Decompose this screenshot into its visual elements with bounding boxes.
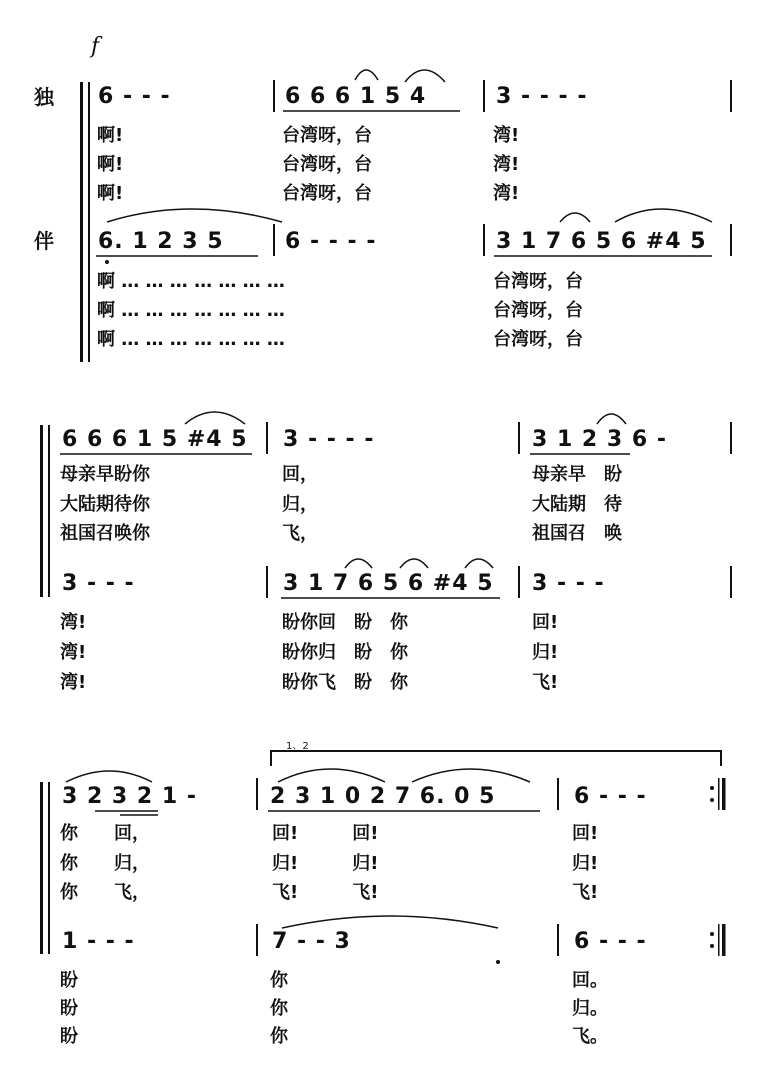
lyric: 盼你飞 盼 你 xyxy=(282,672,408,693)
lyric: 盼你回 盼 你 xyxy=(282,612,408,633)
lyric: 啊! xyxy=(97,183,124,204)
lyric: 盼 xyxy=(60,998,78,1019)
lyric: 回， xyxy=(282,464,318,485)
accomp-measure-5: 3 1 7 6 5 6 #4 5 xyxy=(283,571,494,596)
lyric: 啊 … … … … … … … xyxy=(97,329,285,350)
accomp-measure-1: 6. 1 2 3 5 xyxy=(98,229,224,254)
lyric: 飞! xyxy=(532,672,559,693)
lyric: 啊! xyxy=(97,154,124,175)
accomp-measure-4: 3 - - - xyxy=(62,571,135,596)
octave-dot xyxy=(105,260,109,264)
lyric: 你 飞， xyxy=(60,882,150,903)
lyric: 祖国召 唤 xyxy=(532,523,622,544)
lyric: 回! 回! xyxy=(272,823,379,844)
lyric: 你 xyxy=(270,970,288,991)
lyric: 盼你归 盼 你 xyxy=(282,642,408,663)
lyric: 台湾呀，台 xyxy=(493,300,583,321)
solo-measure-3: 3 - - - - xyxy=(496,84,588,109)
lyric: 大陆期 待 xyxy=(532,494,622,515)
lyric: 台湾呀，台 xyxy=(282,125,372,146)
lyric: 归。 xyxy=(572,998,608,1019)
lyric: 祖国召唤你 xyxy=(60,523,150,544)
octave-dot xyxy=(496,960,500,964)
part-label-solo: 独 xyxy=(34,85,54,109)
lyric: 台湾呀，台 xyxy=(282,183,372,204)
slur-mark xyxy=(345,559,372,568)
slur-mark xyxy=(107,209,282,222)
lyric: 回。 xyxy=(572,970,608,991)
lyric: 湾! xyxy=(493,154,520,175)
lyric: 飞， xyxy=(282,523,318,544)
solo-measure-7: 3 2 3 2 1 - xyxy=(62,784,197,809)
solo-measure-2: 6 6 6 1 5 4 xyxy=(285,84,427,109)
repeat-barline xyxy=(718,924,720,956)
lyric: 啊! xyxy=(97,125,124,146)
lyric: 啊 … … … … … … … xyxy=(97,300,285,321)
accomp-measure-6: 3 - - - xyxy=(532,571,605,596)
slur-mark xyxy=(66,771,152,782)
tie-mark xyxy=(282,916,498,928)
lyric: 湾! xyxy=(60,642,87,663)
lyric: 湾! xyxy=(60,672,87,693)
accomp-measure-2: 6 - - - - xyxy=(285,229,377,254)
lyric: 你 归， xyxy=(60,853,150,874)
accomp-measure-9: 6 - - - xyxy=(574,929,647,954)
lyric: 啊 … … … … … … … xyxy=(97,271,285,292)
repeat-barline xyxy=(718,778,720,810)
lyric: 母亲早 盼 xyxy=(532,464,622,485)
lyric: 归! xyxy=(532,642,559,663)
repeat-dot xyxy=(710,798,714,802)
lyric: 母亲早盼你 xyxy=(60,464,150,485)
lyric: 归， xyxy=(282,494,318,515)
lyric: 回! xyxy=(532,612,559,633)
lyric: 盼 xyxy=(60,970,78,991)
slur-mark xyxy=(278,769,385,782)
dynamic-marking: f xyxy=(91,34,100,59)
lyric: 你 xyxy=(270,998,288,1019)
lyric: 回! xyxy=(572,823,599,844)
solo-measure-8: 2 3 1 0 2 7 6. 0 5 xyxy=(270,784,496,809)
solo-measure-9: 6 - - - xyxy=(574,784,647,809)
accomp-measure-8: 7 - - 3 xyxy=(272,929,351,954)
lyric: 湾! xyxy=(60,612,87,633)
lyric: 归! 归! xyxy=(272,853,379,874)
slur-mark xyxy=(400,559,428,568)
slur-mark xyxy=(465,559,493,568)
lyric: 湾! xyxy=(493,183,520,204)
lyric: 飞! xyxy=(572,882,599,903)
solo-measure-4: 6 6 6 1 5 #4 5 xyxy=(62,427,248,452)
repeat-dot xyxy=(710,786,714,790)
repeat-dot xyxy=(710,944,714,948)
lyric: 你 回， xyxy=(60,823,150,844)
solo-measure-1: 6 - - - xyxy=(98,84,171,109)
slur-mark xyxy=(560,213,590,222)
slur-mark xyxy=(412,769,530,782)
slur-mark xyxy=(597,414,626,424)
part-label-accomp: 伴 xyxy=(34,229,54,253)
lyric: 盼 xyxy=(60,1026,78,1047)
slur-mark xyxy=(615,209,712,222)
lyric: 大陆期待你 xyxy=(60,494,150,515)
repeat-dot xyxy=(710,932,714,936)
volta-label: 1、2 xyxy=(286,741,309,752)
lyric: 湾! xyxy=(493,125,520,146)
accomp-measure-3: 3 1 7 6 5 6 #4 5 xyxy=(496,229,707,254)
slur-mark xyxy=(405,70,445,82)
slur-mark xyxy=(185,412,245,424)
lyric: 台湾呀，台 xyxy=(282,154,372,175)
repeat-barline xyxy=(722,778,726,810)
lyric: 归! xyxy=(572,853,599,874)
lyric: 飞。 xyxy=(572,1026,608,1047)
slur-mark xyxy=(355,70,378,80)
lyric: 台湾呀，台 xyxy=(493,271,583,292)
accomp-measure-7: 1 - - - xyxy=(62,929,135,954)
lyric: 台湾呀，台 xyxy=(493,329,583,350)
solo-measure-6: 3 1 2 3 6 - xyxy=(532,427,667,452)
lyric: 飞! 飞! xyxy=(272,882,379,903)
lyric: 你 xyxy=(270,1026,288,1047)
repeat-barline xyxy=(722,924,726,956)
solo-measure-5: 3 - - - - xyxy=(283,427,375,452)
